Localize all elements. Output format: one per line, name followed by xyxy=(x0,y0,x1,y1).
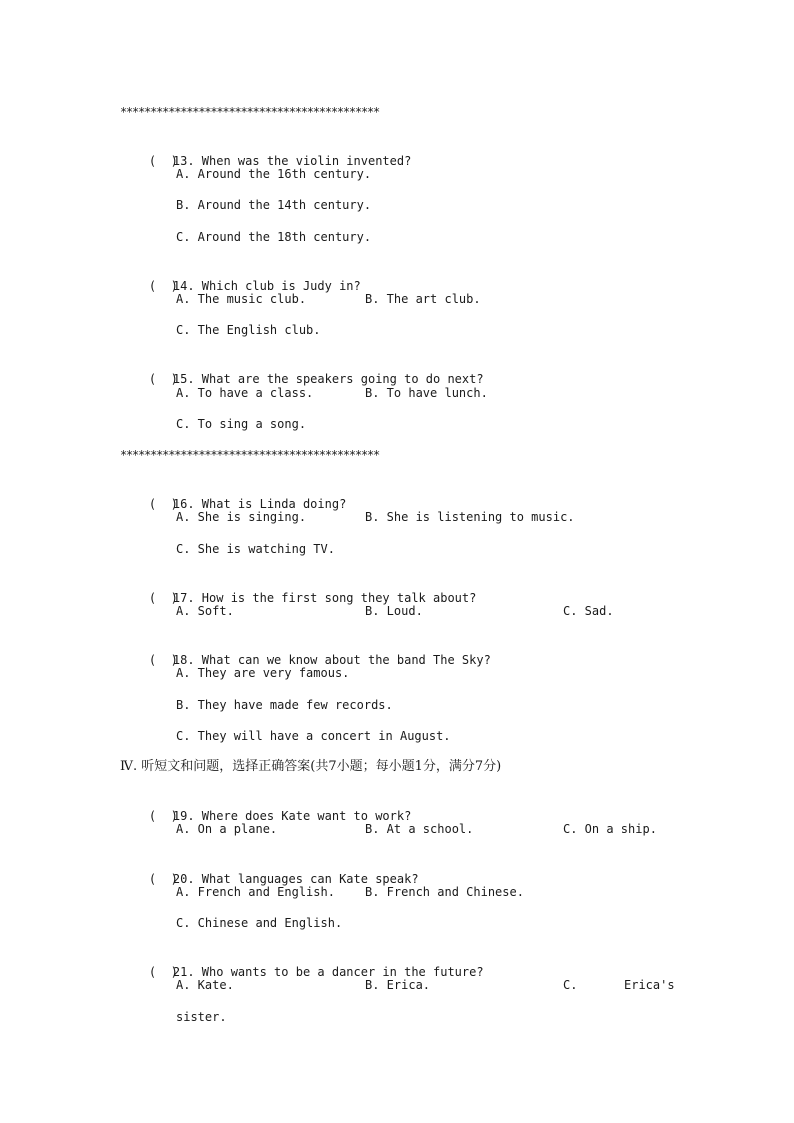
option-c: C. Around the 18th century. xyxy=(176,230,372,244)
option-c: C. She is watching TV. xyxy=(176,542,335,556)
option-b: B. Loud. xyxy=(365,604,423,618)
question-17 xyxy=(120,571,477,605)
option-c: C. xyxy=(563,978,578,992)
question-18 xyxy=(120,633,491,667)
separator-middle: ******************************************* xyxy=(120,448,380,462)
question-text: 15. What are the speakers going to do next? xyxy=(172,372,484,386)
option-a: A. On a plane. xyxy=(176,822,278,836)
option-b: B. At a school. xyxy=(365,822,474,836)
option-c-text: Erica's xyxy=(624,978,675,992)
option-b: B. Around the 14th century. xyxy=(176,198,372,212)
option-c-text-wrap: sister. xyxy=(176,1010,227,1024)
option-a: A. She is singing. xyxy=(176,510,307,524)
option-a: A. The music club. xyxy=(176,292,307,306)
section-iv-heading: Ⅳ. 听短文和问题，选择正确答案(共7小题；每小题1分，满分7分) xyxy=(120,759,502,774)
answer-blank[interactable]: ( ) xyxy=(148,154,178,168)
option-c: C. To sing a song. xyxy=(176,417,307,431)
separator-top: ******************************************* xyxy=(120,105,380,119)
answer-blank[interactable]: ( ) xyxy=(148,965,178,979)
question-21 xyxy=(120,945,484,979)
option-b: B. French and Chinese. xyxy=(365,885,524,899)
answer-blank[interactable]: ( ) xyxy=(148,872,178,886)
option-a: A. To have a class. xyxy=(176,386,314,400)
question-text: 17. How is the first song they talk about? xyxy=(172,591,477,605)
question-text: 14. Which club is Judy in? xyxy=(172,279,361,293)
option-a: A. Kate. xyxy=(176,978,234,992)
option-b: B. The art club. xyxy=(365,292,481,306)
answer-blank[interactable]: ( ) xyxy=(148,279,178,293)
question-19 xyxy=(120,789,412,823)
option-c: C. On a ship. xyxy=(563,822,657,836)
question-text: 21. Who wants to be a dancer in the future? xyxy=(172,965,484,979)
option-b: B. They have made few records. xyxy=(176,698,393,712)
option-c: C. Chinese and English. xyxy=(176,916,343,930)
option-a: A. They are very famous. xyxy=(176,666,350,680)
option-c: C. They will have a concert in August. xyxy=(176,729,451,743)
question-text: 13. When was the violin invented? xyxy=(172,154,412,168)
answer-blank[interactable]: ( ) xyxy=(148,497,178,511)
question-text: 20. What languages can Kate speak? xyxy=(172,872,419,886)
option-b: B. She is listening to music. xyxy=(365,510,575,524)
answer-blank[interactable]: ( ) xyxy=(148,809,178,823)
question-16 xyxy=(120,477,347,511)
answer-blank[interactable]: ( ) xyxy=(148,591,178,605)
question-text: 18. What can we know about the band The Sky? xyxy=(172,653,491,667)
option-a: A. Around the 16th century. xyxy=(176,167,372,181)
option-c: C. The English club. xyxy=(176,323,321,337)
question-20 xyxy=(120,852,419,886)
question-text: 16. What is Linda doing? xyxy=(172,497,347,511)
question-13 xyxy=(120,134,412,168)
option-b: B. Erica. xyxy=(365,978,431,992)
option-b: B. To have lunch. xyxy=(365,386,488,400)
answer-blank[interactable]: ( ) xyxy=(148,372,178,386)
option-a: A. French and English. xyxy=(176,885,335,899)
question-text: 19. Where does Kate want to work? xyxy=(172,809,412,823)
answer-blank[interactable]: ( ) xyxy=(148,653,178,667)
option-c: C. Sad. xyxy=(563,604,614,618)
question-14 xyxy=(120,259,361,293)
question-15 xyxy=(120,352,484,386)
option-a: A. Soft. xyxy=(176,604,234,618)
